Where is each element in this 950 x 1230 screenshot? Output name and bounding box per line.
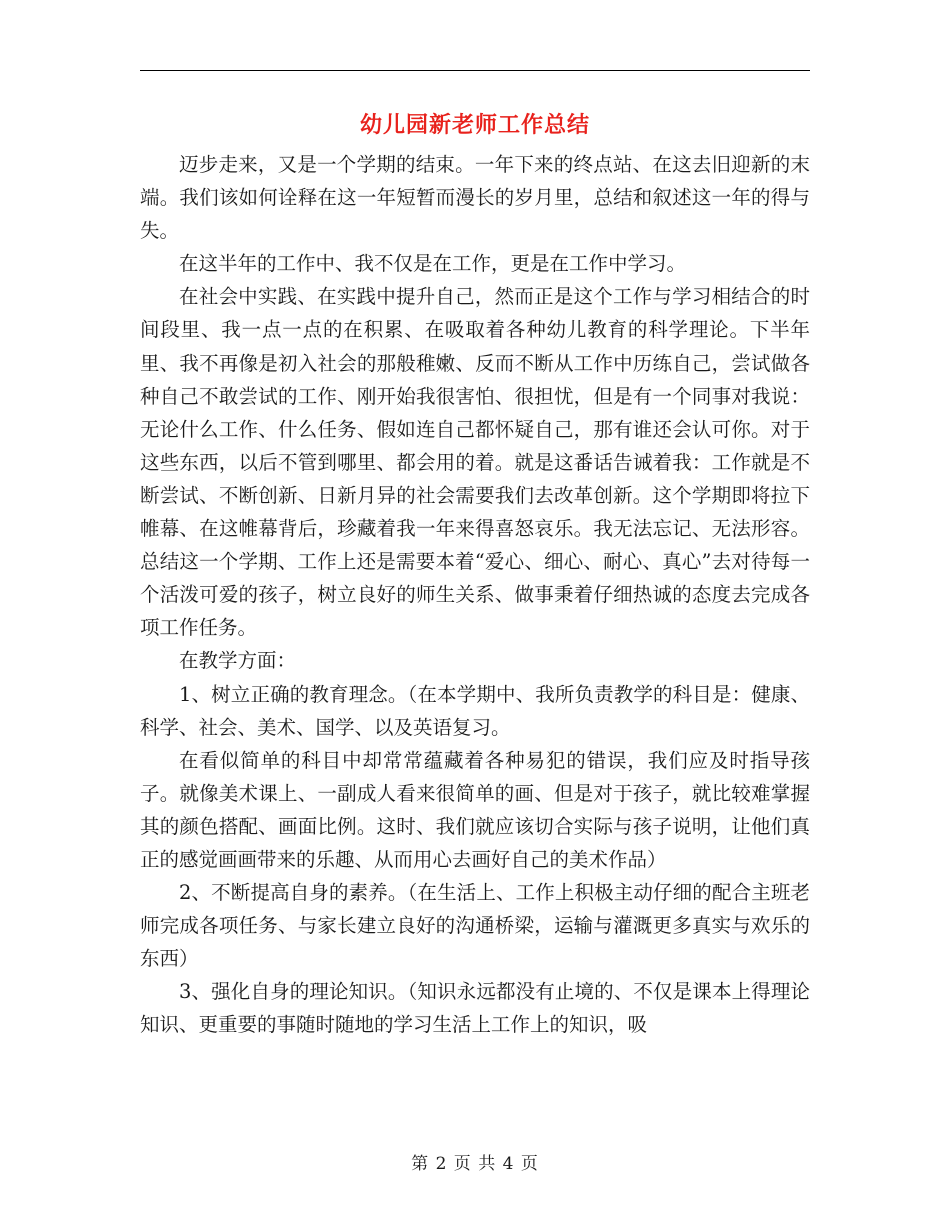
paragraph-practice: 在社会中实践、在实践中提升自己，然而正是这个工作与学习相结合的时间段里、我一点一点的在积累、在吸取着各种幼儿教育的科学理论。下半年里、我不再像是初入社会的那般稚嫩、反而不断从工作中历练自己，尝试做各种自己不敢尝试的工作、刚开始我很害怕、很担忧，但是有一个同事对我说：无论什么工作、什么任务、假如连自己都怀疑自己，那有谁还会认可你。对于这些东西，以后不管到哪里、都会用的着。就是这番话告诫着我：工作就是不断尝试、不断创新、日新月异的社会需要我们去改革创新。这个学期即将拉下帷幕、在这帷幕背后，珍藏着我一年来得喜怒哀乐。我无法忘记、无法形容。总结这一个学期、工作上还是需要本着“爱心、细心、耐心、真心”去对待每一个活泼可爱的孩子，树立良好的师生关系、做事秉着仔细热诚的态度去完成各项工作任务。: [140, 285, 810, 640]
paragraph-point-1: 1、树立正确的教育理念。（在本学期中、我所负责教学的科目是：健康、科学、社会、美术、国学、以及英语复习。: [140, 682, 810, 739]
document-body: [140, 148, 810, 1042]
header-rule: [140, 70, 810, 71]
paragraph-point-3: 3、强化自身的理论知识。（知识永远都没有止境的、不仅是课本上得理论知识、更重要的事随时随地的学习生活上工作上的知识，吸: [140, 980, 810, 1037]
paragraph-subjects-detail: 在看似简单的科目中却常常蕴藏着各种易犯的错误，我们应及时指导孩子。就像美术课上、一副成人看来很简单的画、但是对于孩子，就比较难掌握其的颜色搭配、画面比例。这时、我们就应该切合实际与孩子说明，让他们真正的感觉画画带来的乐趣、从而用心去画好自己的美术作品）: [140, 748, 810, 871]
paragraph-point-2: 2、不断提高自身的素养。（在生活上、工作上积极主动仔细的配合主班老师完成各项任务、与家长建立良好的沟通桥梁，运输与灌溉更多真实与欢乐的东西）: [140, 881, 810, 971]
paragraph-half-year: 在这半年的工作中、我不仅是在工作，更是在工作中学习。: [179, 252, 687, 276]
document-title: 幼儿园新老师工作总结: [359, 112, 590, 138]
paragraph-intro: 迈步走来，又是一个学期的结束。一年下来的终点站、在这去旧迎新的末端。我们该如何诠释在这一年短暂而漫长的岁月里，总结和叙述这一年的得与失。: [140, 153, 810, 243]
page-footer: 第 2 页 共 4 页: [411, 1154, 539, 1174]
paragraph-teaching-heading: 在教学方面：: [179, 649, 297, 673]
